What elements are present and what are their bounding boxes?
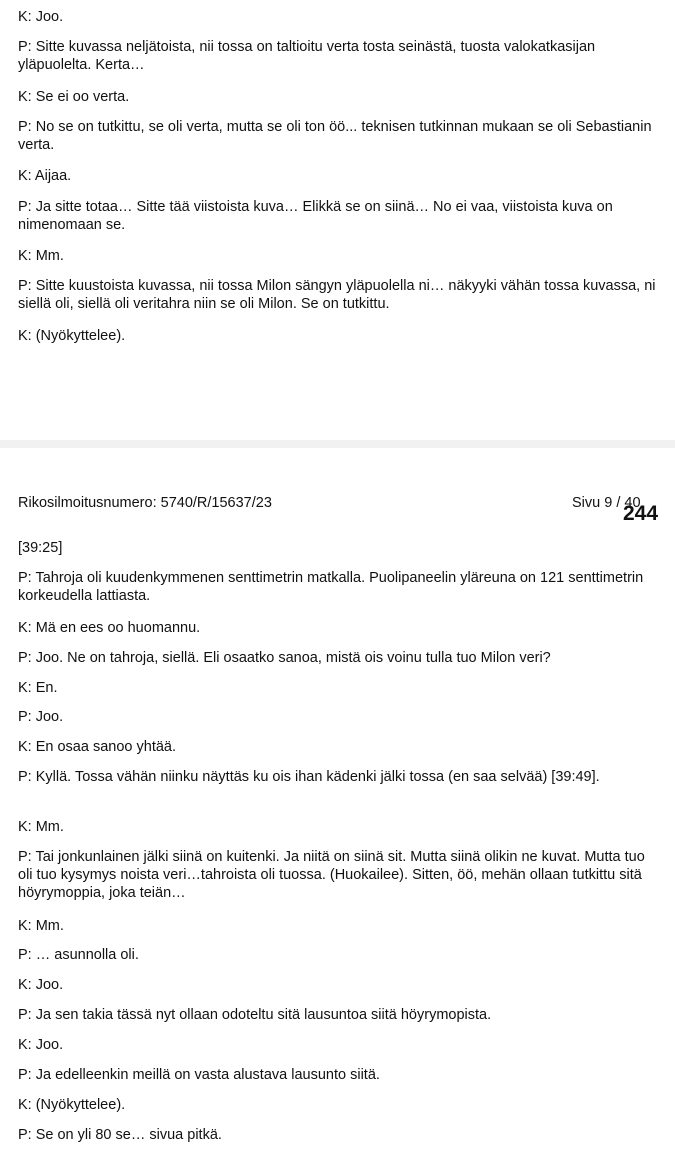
transcript-line: P: Se on yli 80 se… sivua pitkä. [18, 1127, 222, 1143]
transcript-line: K: Aijaa. [18, 168, 72, 184]
transcript-line: P: Kyllä. Tossa vähän niinku näyttäs ku ois ihan kädenki jälki tossa (en saa selvää) [39:49]. [18, 769, 600, 785]
page-separator [0, 440, 675, 448]
transcript-line: K: Joo. [18, 9, 64, 25]
transcript-line: P: Joo. [18, 709, 64, 725]
transcript-line: K: Mm. [18, 248, 64, 264]
transcript-line: K: Se ei oo verta. [18, 89, 130, 105]
transcript-line: P: Ja edelleenkin meillä on vasta alustava lausunto siitä. [18, 1067, 380, 1083]
transcript-line: P: Ja sen takia tässä nyt ollaan odoteltu sitä lausuntoa siitä höyrymopista. [18, 1007, 492, 1023]
transcript-line: K: Mm. [18, 819, 64, 835]
transcript-line: P: Sitte kuvassa neljätoista, nii tossa on taltioitu verta tosta seinästä, tuosta valokatkasijan yläpuolelta. Kerta… [18, 39, 596, 73]
timestamp: [39:25] [18, 540, 63, 556]
page-stamp-number: 244 [623, 502, 659, 525]
transcript-line: P: … asunnolla oli. [18, 947, 139, 963]
transcript-line: K: En. [18, 680, 58, 696]
transcript-line: K: En osaa sanoo yhtää. [18, 739, 176, 755]
case-number: Rikosilmoitusnumero: 5740/R/15637/23 [18, 495, 272, 511]
transcript-line: P: No se on tutkittu, se oli verta, mutta se oli ton öö... teknisen tutkinnan mukaan se oli Sebastianin verta. [18, 119, 652, 153]
transcript-page-bottom [0, 448, 675, 1149]
page-number: Sivu 9 / 40 [572, 495, 641, 511]
transcript-line: K: (Nyökyttelee). [18, 328, 126, 344]
transcript-line: K: Joo. [18, 1037, 64, 1053]
transcript-line: P: Sitte kuustoista kuvassa, nii tossa Milon sängyn yläpuolella ni… näkyyki vähän tossa kuvassa, ni siellä oli, siellä oli veritahra niin se oli Milon. Se on tutkittu. [18, 278, 656, 312]
transcript-line: P: Joo. Ne on tahroja, siellä. Eli osaatko sanoa, mistä ois voinu tulla tuo Milon veri? [18, 650, 551, 666]
transcript-line: K: Mä en ees oo huomannu. [18, 620, 201, 636]
transcript-line: K: Joo. [18, 977, 64, 993]
transcript-line: P: Tahroja oli kuudenkymmenen senttimetrin matkalla. Puolipaneelin yläreuna on 121 senttimetrin korkeudella lattiasta. [18, 570, 644, 604]
transcript-line: P: Tai jonkunlainen jälki siinä on kuitenki. Ja niitä on siinä sit. Mutta siinä olikin ne kuvat. Mutta tuo oli tuo kysymys noista veri…tahroista oli tuossa. (Huokailee). Sitten, öö, mehän ollaan tutkittu sitä höyrymoppia, joka teiän… [18, 849, 645, 901]
transcript-line: P: Ja sitte totaa… Sitte tää viistoista kuva… Elikkä se on siinä… No ei vaa, viistoista kuva on nimenomaan se. [18, 199, 613, 233]
transcript-page-top [0, 0, 675, 440]
transcript-line: K: Mm. [18, 918, 64, 934]
transcript-line: K: (Nyökyttelee). [18, 1097, 126, 1113]
